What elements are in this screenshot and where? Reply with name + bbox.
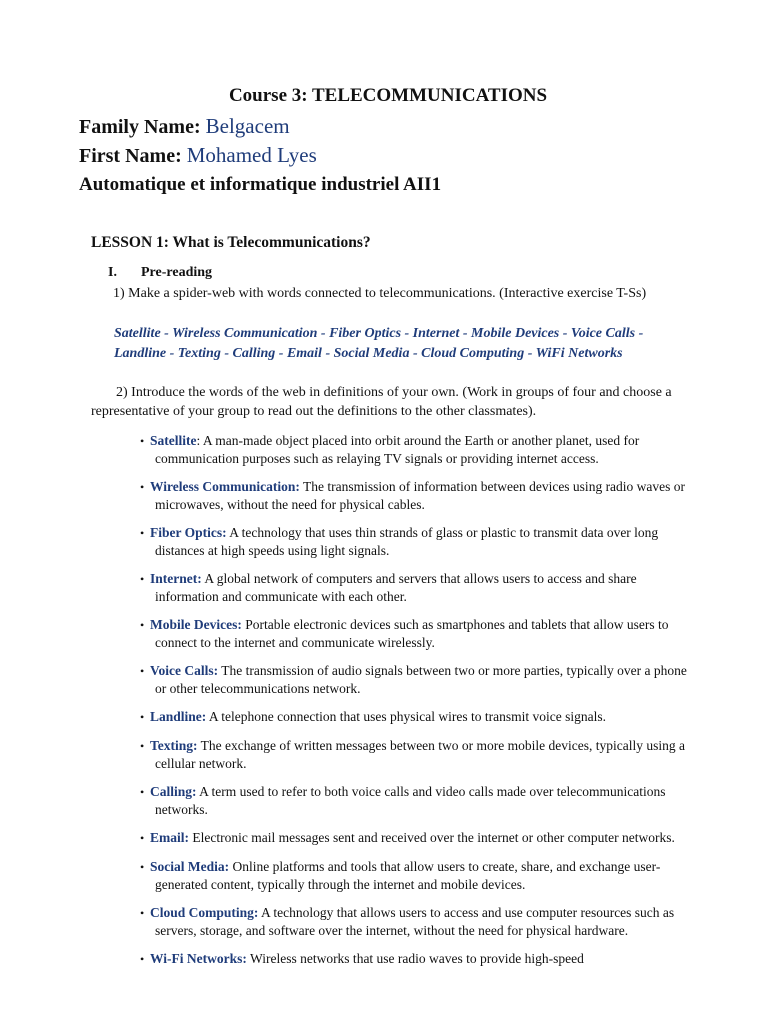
definition-text: The transmission of audio signals between two or more parties, typically over a phone or other telecommunications network. (155, 663, 687, 696)
section-number: I. (108, 265, 117, 280)
definition-term: Wireless Communication: (150, 479, 300, 494)
definition-item (130, 478, 690, 513)
definition-item (130, 829, 690, 847)
definition-text: Electronic mail messages sent and received over the internet or other computer networks. (189, 830, 675, 845)
definition-text: A telephone connection that uses physical wires to transmit voice signals. (206, 709, 606, 724)
definitions-list (130, 432, 690, 979)
section-title: Pre-reading (141, 265, 213, 280)
definition-text: Wireless networks that use radio waves to provide high-speed (246, 951, 584, 966)
definition-item (130, 737, 690, 772)
bullet-icon: • (140, 664, 145, 678)
bullet-icon: • (140, 710, 145, 724)
bullet-icon: • (140, 860, 145, 874)
definition-text: Portable electronic devices such as smartphones and tablets that allow users to connect to the internet and communicate wirelessly. (155, 617, 669, 650)
definition-text: A term used to refer to both voice calls and video calls made over telecommunications networks. (155, 784, 666, 817)
definition-term: Landline: (150, 709, 207, 724)
definition-term: Wi-Fi Networks: (150, 951, 247, 966)
section-heading (108, 265, 212, 281)
bullet-icon: • (140, 906, 145, 920)
bullet-icon: • (140, 618, 145, 632)
definition-item (130, 783, 690, 818)
lesson-title: LESSON 1: What is Telecommunications? (91, 234, 371, 251)
family-name-value: Belgacem (205, 114, 290, 138)
definition-item (130, 616, 690, 651)
first-name-value: Mohamed Lyes (186, 143, 317, 167)
definition-term: Social Media: (150, 859, 230, 874)
definition-text: Online platforms and tools that allow users to create, share, and exchange user-generated content, typically through the internet and mobile devices. (155, 859, 661, 892)
definition-term: Calling: (150, 784, 197, 799)
definition-term: Satellite (150, 433, 197, 448)
definition-item (130, 570, 690, 605)
definition-text: : A man-made object placed into orbit around the Earth or another planet, used for communication purposes such as relaying TV signals or providing internet access. (155, 433, 640, 466)
bullet-icon: • (140, 952, 145, 966)
bullet-icon: • (140, 480, 145, 494)
definition-term: Cloud Computing: (150, 905, 259, 920)
definition-text: A technology that allows users to access and use computer resources such as servers, storage, and software over the internet, without the need for physical hardware. (155, 905, 675, 938)
bullet-icon: • (140, 434, 145, 448)
course-title: Course 3: TELECOMMUNICATIONS (228, 85, 548, 106)
definition-term: Fiber Optics: (150, 525, 227, 540)
definition-item (130, 904, 690, 939)
family-name-line (79, 114, 290, 139)
definition-item (130, 524, 690, 559)
question-2: 2) Introduce the words of the web in definitions of your own. (Work in groups of four and choose a representative of your group to read out the definitions to the other classmates). (91, 385, 672, 419)
bullet-icon: • (140, 739, 145, 753)
bullet-icon: • (140, 526, 145, 540)
bullet-icon: • (140, 831, 145, 845)
first-name-label: First Name: (79, 145, 182, 167)
definition-item (130, 858, 690, 893)
family-name-label: Family Name: (79, 116, 201, 138)
definition-term: Email: (150, 830, 189, 845)
definition-item (130, 950, 690, 968)
definition-term: Texting: (150, 738, 198, 753)
definition-term: Voice Calls: (150, 663, 219, 678)
first-name-line (79, 143, 317, 168)
definition-text: A global network of computers and servers that allows users to access and share information and communicate with each other. (155, 571, 637, 604)
definition-item (130, 432, 690, 467)
program-title: Automatique et informatique industriel AII1 (79, 174, 442, 195)
definition-item (130, 662, 690, 697)
bullet-icon: • (140, 785, 145, 799)
word-web-list: Satellite - Wireless Communication - Fiber Optics - Internet - Mobile Devices - Voice Calls - Landline - Texting - Calling - Email - Social Media - Cloud Computing - WiFi Networks (114, 326, 644, 361)
definition-term: Internet: (150, 571, 202, 586)
definition-text: A technology that uses thin strands of glass or plastic to transmit data over long distances at high speeds using light signals. (155, 525, 659, 558)
definition-term: Mobile Devices: (150, 617, 242, 632)
bullet-icon: • (140, 572, 145, 586)
definition-text: The transmission of information between devices using radio waves or microwaves, without the need for physical cables. (155, 479, 686, 512)
question-1: 1) Make a spider-web with words connected to telecommunications. (Interactive exercise T-Ss) (113, 286, 647, 301)
definition-text: The exchange of written messages between two or more mobile devices, typically using a cellular network. (155, 738, 685, 771)
definition-item (130, 708, 690, 726)
